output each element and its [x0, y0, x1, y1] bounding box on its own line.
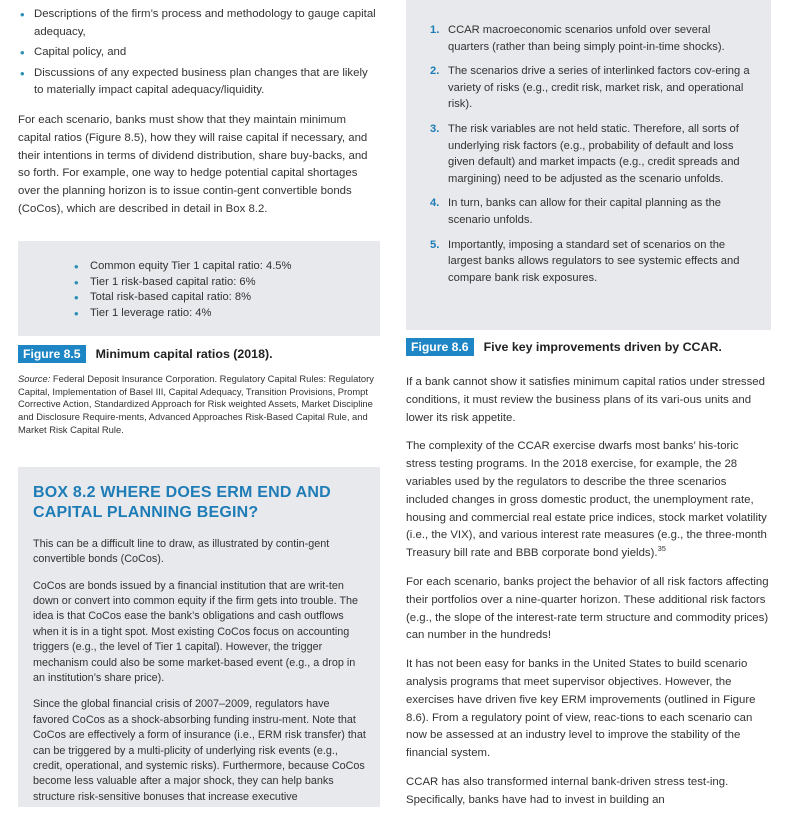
- box-heading: BOX 8.2 WHERE DOES ERM END AND CAPITAL PLANNING BEGIN?: [33, 483, 331, 521]
- figure-8-5-caption: [18, 345, 380, 363]
- box-paragraph: Since the global financial crisis of 2007–2009, regulators have favored CoCos as a shock-absorbing funding instru-ment. Note that CoCos are effectively a form of insurance (i.e., ERM risk transfer) that can be triggered by a multi-plicity of underlying risk events (e.g., credit, operational, and systemic risks). Furthermore, because CoCos become less valuable after a major shock, they can help banks structure risk-sensitive bonuses that increase executive: [33, 698, 366, 803]
- intro-paragraph-block: [18, 112, 380, 219]
- body-paragraph: If a bank cannot show it satisfies minimum capital ratios under stressed conditions, it must review the business plans of its vari-ous units and lower its risk appetite.: [406, 376, 765, 424]
- list-item: • Tier 1 leverage ratio: 4%: [74, 306, 380, 322]
- list-item: [430, 237, 753, 287]
- figure-label: Figure 8.6: [406, 338, 474, 356]
- item-text: The scenarios drive a series of interlinked factors cov-ering a variety of risks (e.g., credit risk, market risk, and operational risk).: [448, 65, 750, 111]
- list-item: • Discussions of any expected business plan changes that are likely to materially impact capital adequacy/liquidity.: [18, 65, 380, 100]
- list-item: • Descriptions of the firm’s process and methodology to gauge capital adequacy,: [18, 6, 380, 41]
- body-text: [406, 374, 771, 810]
- list-item: [430, 195, 753, 228]
- figure-label: Figure 8.5: [18, 345, 86, 363]
- body-paragraph: [406, 438, 771, 563]
- box-paragraph: This can be a difficult line to draw, as illustrated by contin-gent convertible bonds (CoCos).: [33, 537, 330, 566]
- item-number: 5.: [430, 238, 440, 251]
- intro-paragraph: For each scenario, banks must show that they maintain minimum capital ratios (Figure 8.5), how they will raise capital if necessary, and their intentions in terms of dividend distribution, share buy-backs, and so forth. For example, one way to hedge potential capital shortages over the planning horizon is to issue contin-gent convertible bonds (CoCos), which are described in detail in Box 8.2.: [18, 113, 368, 215]
- item-text: Importantly, imposing a standard set of scenarios on the largest banks allows regulators to see systemic effects and compare bank risk exposures.: [448, 238, 740, 284]
- figure-8-5-box: [18, 241, 380, 336]
- figure-title: Five key improvements driven by CCAR.: [483, 340, 722, 354]
- source-text: Federal Deposit Insurance Corporation. Regulatory Capital Rules: Regulatory Capital, Implementation of Basel III, Capital Adequacy, Transition Provisions, Prompt Corrective Action, Standardized Approach for Risk weighted Assets, Market Discipline and Disclosure Require-ments, Advanced Approaches Risk-Based Capital Rule, and Market Risk Capital Rule.: [18, 372, 374, 435]
- item-number: 1.: [430, 24, 440, 36]
- item-number: 2.: [430, 65, 440, 78]
- paragraph-text: The complexity of the CCAR exercise dwarfs most banks’ his-toric stress testing programs. In the 2018 exercise, for example, the 28 variables used by the regulators to describe the three scenarios included changes in gross domestic product, the unemployment rate, housing and commercial real estate price indices, stock market volatility (i.e., the VIX), and various interest rate measures (e.g., the three-month Treasury bill rate and BBB corporate bond yields).: [406, 440, 767, 560]
- capital-ratio-list: [74, 259, 380, 322]
- right-column: [406, 0, 771, 821]
- list-item: [430, 121, 753, 187]
- improvements-list: [430, 22, 753, 286]
- figure-8-6-box: [406, 0, 771, 330]
- list-item: • Common equity Tier 1 capital ratio: 4.5%: [74, 259, 380, 275]
- item-number: 4.: [430, 197, 440, 210]
- figure-title: Minimum capital ratios (2018).: [95, 346, 273, 361]
- box-paragraph: CoCos are bonds issued by a financial institution that are writ-ten down or convert into common equity if the firm gets into trouble. The idea is that CoCos ease the bank’s obligations and cash outflows when it is in a tight spot. Most existing CoCos focus on accounting triggers (e.g., the level of Tier 1 capital). However, the trigger mechanism could also be some market-based event (e.g., a drop in an institution’s share price).: [33, 579, 359, 684]
- item-text: CCAR macroeconomic scenarios unfold over several quarters (rather than being simply point-in-time shocks).: [448, 24, 725, 53]
- list-item: [430, 63, 753, 113]
- body-paragraph: It has not been easy for banks in the United States to build scenario analysis programs that meet supervisor objectives. However, the exercises have driven five key ERM improvements (outlined in Figure 8.6). From a regulatory point of view, reac-tions to each scenario can now be assessed at an industry level to improve the stability of the financial system.: [406, 658, 756, 760]
- list-item: • Total risk-based capital ratio: 8%: [74, 290, 380, 306]
- item-text: In turn, banks can allow for their capital planning as the scenario unfolds.: [448, 197, 722, 226]
- item-number: 3.: [430, 122, 440, 135]
- item-text: The risk variables are not held static. Therefore, all sorts of underlying risk factors (e.g., probability of default and loss given default) and market impacts (e.g., credit spreads and margining) need to be adjusted as the scenario unfolds.: [448, 122, 740, 185]
- list-item: [430, 22, 753, 55]
- top-bullet-list: [18, 6, 380, 100]
- box-8-2: [18, 467, 380, 807]
- footnote-ref[interactable]: 35: [657, 544, 666, 554]
- figure-source: [18, 373, 380, 437]
- list-item: • Tier 1 risk-based capital ratio: 6%: [74, 275, 380, 291]
- list-item: • Capital policy, and: [18, 44, 380, 62]
- body-paragraph: CCAR has also transformed internal bank-driven stress test-ing. Specifically, banks have had to invest in building an: [406, 775, 729, 806]
- source-label: Source:: [18, 372, 51, 384]
- body-paragraph: For each scenario, banks project the behavior of all risk factors affecting their portfolios over a nine-quarter horizon. These additional risk factors (e.g., the slope of the interest-rate term structure and commodity prices) can number in the hundreds!: [406, 575, 769, 642]
- figure-8-6-caption: [406, 338, 771, 356]
- left-column: [18, 6, 380, 807]
